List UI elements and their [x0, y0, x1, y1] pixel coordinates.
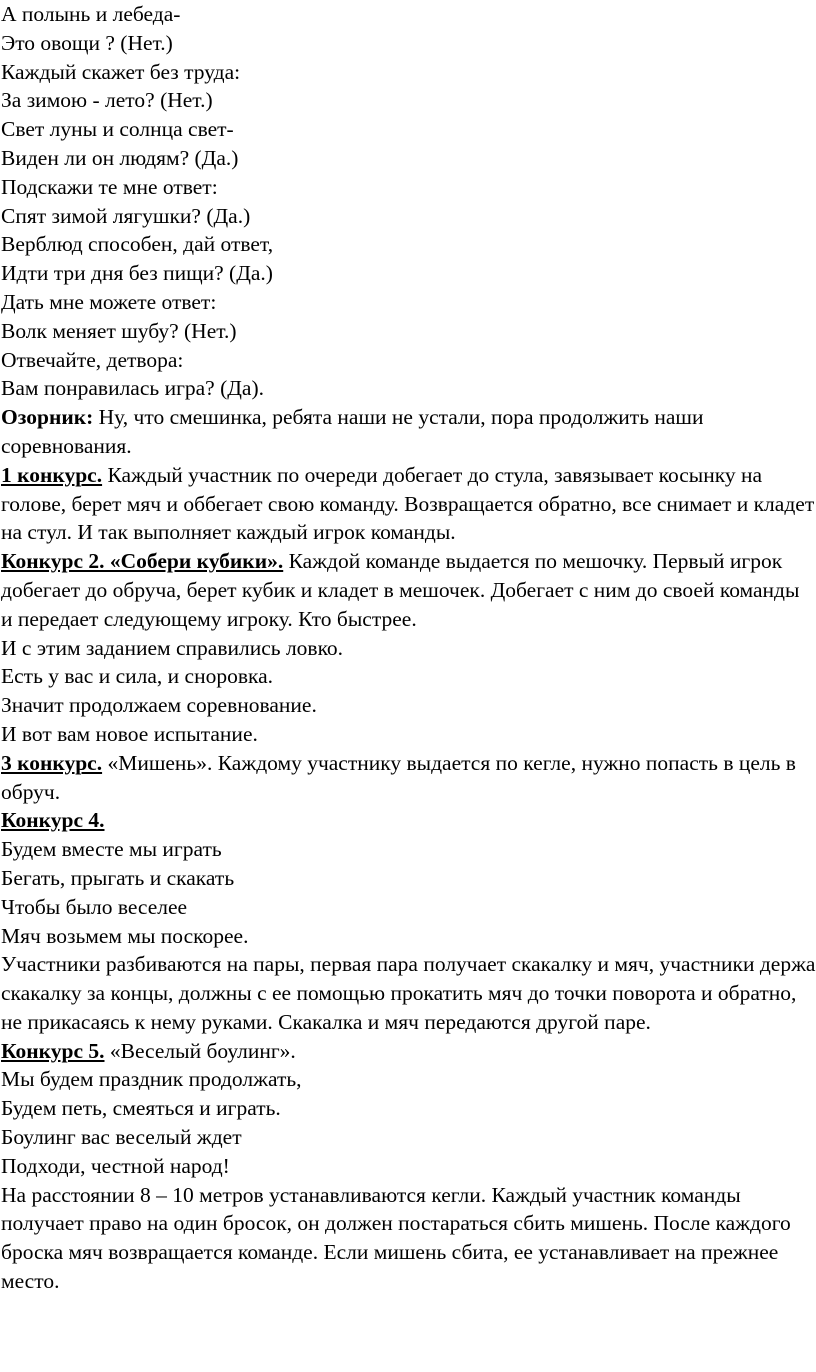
poem-line: А полынь и лебеда-	[1, 2, 181, 26]
poem-line: Есть у вас и сила, и сноровка.	[1, 664, 274, 689]
contest-4-paragraph: Участники разбиваются на пары, первая пара получает скакалку и мяч, участники держа скакалку за концы, должны с ее помощью прокатить мяч до точки поворота и обратно, не прикасаясь к нему руками. Скакалка и мяч передаются другой паре.	[1, 952, 816, 1034]
poem-line: Спят зимой лягушки? (Да.)	[1, 203, 251, 228]
poem-line: Виден ли он людям? (Да.)	[1, 145, 239, 170]
paragraph-text: «Мишень». Каждому участнику выдается по кегле, нужно попасть в цель в обруч.	[1, 750, 796, 804]
poem-line: Отвечайте, детвора:	[1, 347, 184, 372]
poem-line: Идти три дня без пищи? (Да.)	[1, 261, 273, 286]
poem-line: Подходи, честной народ!	[1, 1153, 230, 1178]
poem-line: Мы будем праздник продолжать,	[1, 1067, 302, 1092]
poem-play	[1, 835, 816, 950]
poem-transition	[1, 634, 816, 749]
poem-line: Будем петь, смеяться и играть.	[1, 1096, 281, 1121]
paragraph-text: «Веселый боулинг».	[104, 1038, 296, 1063]
poem-line: Каждый скажет без труда:	[1, 59, 241, 84]
poem-line: Значит продолжаем соревнование.	[1, 693, 317, 718]
contest-5-rules-paragraph: На расстоянии 8 – 10 метров устанавливаются кегли. Каждый участник команды получает право на один бросок, он должен постараться сбить мишень. После каждого броска мяч возвращается команде. Если мишень сбита, ее устанавливает на прежнее место.	[1, 1182, 791, 1294]
contest-2-title: Конкурс 2. «Собери кубики».	[1, 549, 284, 574]
poem-line: Мяч возьмем мы поскорее.	[1, 923, 249, 948]
poem-line: За зимою - лето? (Нет.)	[1, 88, 213, 113]
contest-3-paragraph	[1, 749, 816, 807]
contest-1-title: 1 конкурс.	[1, 462, 103, 487]
contest-5-paragraph	[1, 1037, 816, 1066]
contest-2-paragraph	[1, 547, 816, 633]
poem-line: Бегать, прыгать и скакать	[1, 865, 235, 890]
ozornik-paragraph	[1, 403, 816, 461]
poem-bowling	[1, 1065, 816, 1180]
contest-3-title: 3 конкурс.	[1, 750, 103, 775]
poem-line: Волк меняет шубу? (Нет.)	[1, 318, 237, 343]
paragraph-text: Каждый участник по очереди добегает до стула, завязывает косынку на голове, берет мяч и оббегает свою команду. Возвращается обратно, все снимает и кладет на стул. И так выполняет каждый игрок команды.	[1, 462, 815, 545]
speaker-name: Озорник:	[1, 405, 94, 430]
poem-line: И вот вам новое испытание.	[1, 721, 258, 746]
poem-line: Подскажи те мне ответ:	[1, 174, 218, 199]
contest-1-paragraph	[1, 461, 816, 547]
paragraph-text: Каждой команде выдается по мешочку. Первый игрок добегает до обруча, берет кубик и кладет в мешочек. Добегает с ним до своей команды и передает следующему игроку. Кто быстрее.	[1, 549, 800, 631]
poem-line: Будем вместе мы играть	[1, 837, 222, 862]
poem-line: И с этим заданием справились ловко.	[1, 635, 344, 660]
poem-line: Свет луны и солнца свет-	[1, 117, 234, 142]
poem-line: Верблюд способен, дай ответ,	[1, 232, 274, 257]
contest-4-title: Конкурс 4.	[1, 808, 105, 833]
paragraph-text: Ну, что смешинка, ребята наши не устали, пора продолжить наши соревнования.	[1, 405, 704, 458]
contest-5-title: Конкурс 5.	[1, 1038, 105, 1063]
contest-4-heading	[1, 806, 816, 835]
poem-line: Это овощи ? (Нет.)	[1, 30, 173, 55]
poem-riddles	[1, 0, 816, 403]
poem-line: Вам понравилась игра? (Да).	[1, 376, 265, 401]
poem-line: Чтобы было веселее	[1, 894, 188, 919]
poem-line: Боулинг вас веселый ждет	[1, 1125, 242, 1150]
poem-line: Дать мне можете ответ:	[1, 289, 217, 314]
